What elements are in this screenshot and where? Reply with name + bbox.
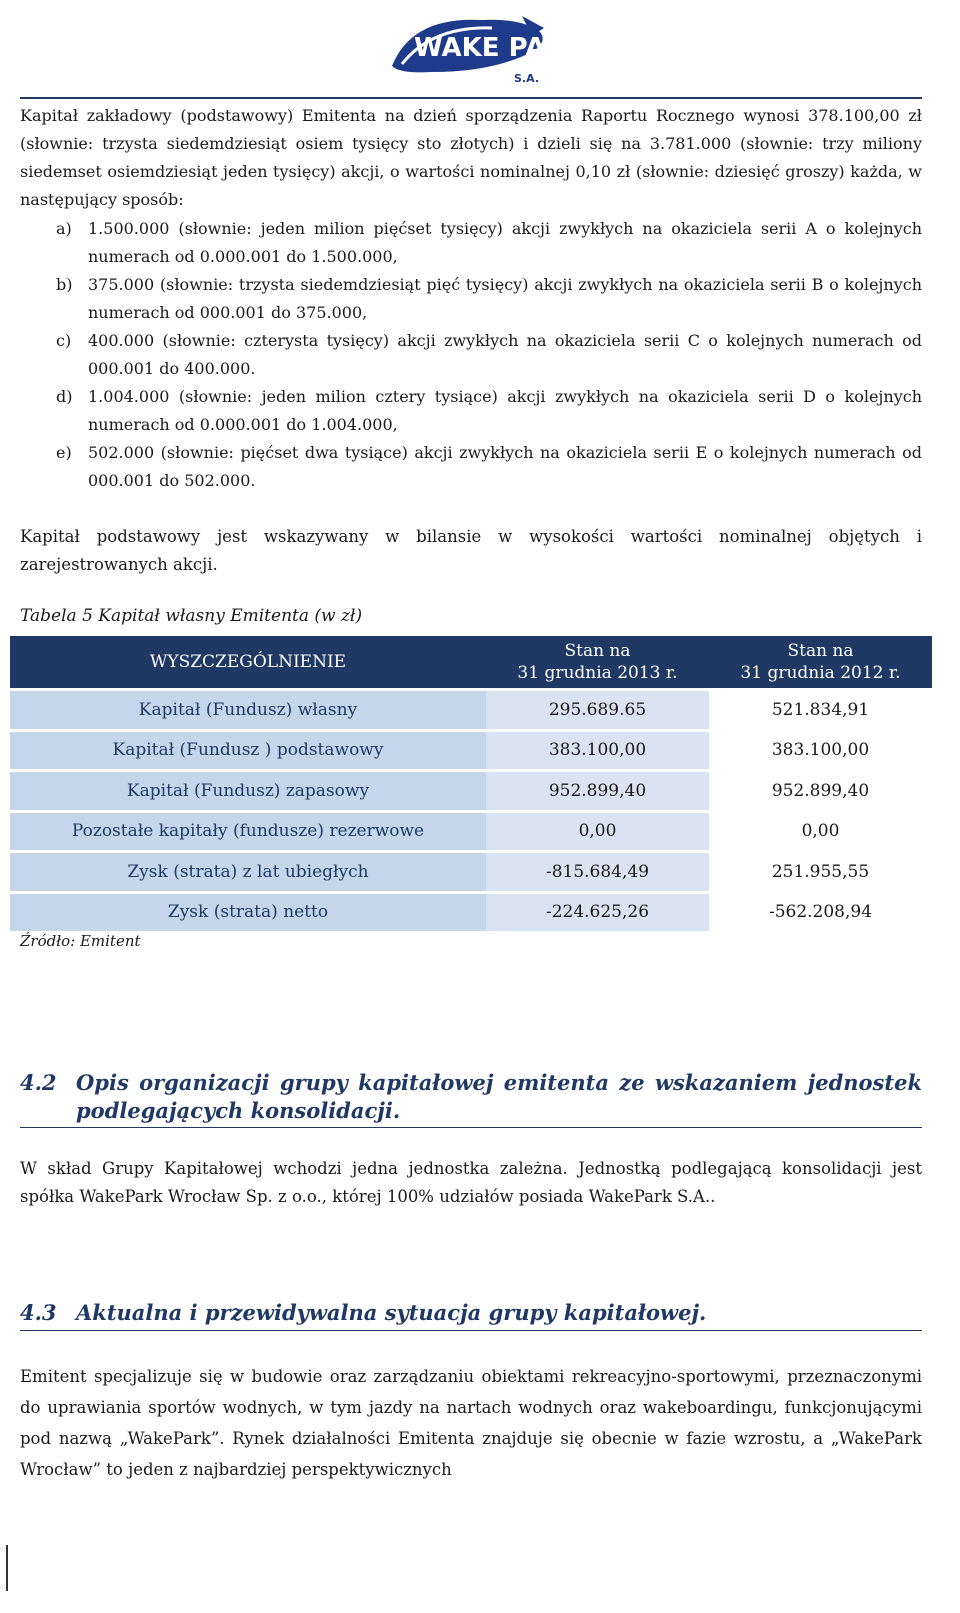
- logo-text: WAKE PARK: [414, 33, 586, 63]
- header-2013: [486, 636, 709, 688]
- table-cell-v2012: -562.208,94: [709, 891, 932, 932]
- table-cell-label: Pozostałe kapitały (fundusze) rezerwowe: [10, 810, 486, 851]
- table-cell-v2013: 295.689.65: [486, 688, 709, 729]
- logo-sub: S.A.: [514, 72, 539, 85]
- list-item: [20, 439, 922, 495]
- list-item-text: 400.000 (słownie: czterysta tysięcy) akcji zwykłych na okaziciela serii C o kolejnych numerach od 000.001 do 400.000.: [88, 331, 922, 378]
- list-item-label: c): [56, 331, 72, 350]
- list-item: [20, 215, 922, 271]
- table-cell-v2013: 383.100,00: [486, 729, 709, 770]
- table-caption: Tabela 5 Kapitał własny Emitenta (w zł): [20, 606, 363, 626]
- table-cell-v2013: 952.899,40: [486, 769, 709, 810]
- table-cell-v2012: 0,00: [709, 810, 932, 851]
- list-item-label: a): [56, 219, 72, 238]
- table-row: [10, 810, 932, 851]
- table-header-row: [10, 636, 932, 688]
- list-item: [20, 271, 922, 327]
- margin-mark: [6, 1545, 8, 1591]
- list-item: [20, 383, 922, 439]
- header-rule: [20, 97, 922, 99]
- table-row: [10, 891, 932, 932]
- list-item-label: e): [56, 443, 72, 462]
- section-4-2-body: W skład Grupy Kapitałowej wchodzi jedna jednostka zależna. Jednostką podlegającą konsolidacji jest spółka WakePark Wrocław Sp. z o.o., której 100% udziałów posiada WakePark S.A..: [20, 1159, 922, 1206]
- section-4-2-heading: [20, 1069, 922, 1125]
- share-series-list: [20, 215, 922, 495]
- list-item-text: 1.500.000 (słownie: jeden milion pięćset tysięcy) akcji zwykłych na okaziciela serii A o kolejnych numerach od 0.000.001 do 1.500.000,: [88, 219, 922, 266]
- table-cell-v2013: -224.625,26: [486, 891, 709, 932]
- table-row: [10, 688, 932, 729]
- section-4-3-body: Emitent specjalizuje się w budowie oraz zarządzaniu obiektami rekreacyjno-sportowymi, przeznaczonymi do uprawiania sportów wodnych, w tym jazdy na nartach wodnych oraz wakeboardingu, funkcjonującymi pod nazwą „WakePark”. Rynek działalności Emitenta znajduje się obecnie w fazie wzrostu, a „WakePark Wrocław” to jeden z najbardziej perspektywicznych: [20, 1367, 922, 1479]
- section-4-2-number: 4.2: [20, 1070, 57, 1095]
- table-cell-label: Kapitał (Fundusz) zapasowy: [10, 769, 486, 810]
- table-cell-label: Zysk (strata) z lat ubiegłych: [10, 850, 486, 891]
- table-cell-label: Zysk (strata) netto: [10, 891, 486, 932]
- list-item-label: d): [56, 387, 73, 406]
- section-4-2-rule: [20, 1127, 922, 1128]
- section-4-2-title: Opis organizacji grupy kapitałowej emitenta ze wskazaniem jednostek podlegających konsolidacji.: [76, 1070, 922, 1123]
- table-cell-v2012: 521.834,91: [709, 688, 932, 729]
- section-4-3-number: 4.3: [20, 1300, 57, 1325]
- table-cell-v2013: -815.684,49: [486, 850, 709, 891]
- header-2013-line1: Stan na: [564, 641, 631, 661]
- header-label: WYSZCZEGÓLNIENIE: [10, 636, 486, 688]
- section-4-3-heading: [20, 1299, 922, 1327]
- company-logo: [372, 6, 586, 88]
- section-4-3-rule: [20, 1330, 922, 1331]
- list-item: [20, 327, 922, 383]
- table-cell-v2012: 251.955,55: [709, 850, 932, 891]
- list-item-text: 375.000 (słownie: trzysta siedemdziesiąt pięć tysięcy) akcji zwykłych na okaziciela serii B o kolejnych numerach od 000.001 do 375.000,: [88, 275, 922, 322]
- table-source: Źródło: Emitent: [20, 932, 141, 950]
- table-cell-label: Kapitał (Fundusz ) podstawowy: [10, 729, 486, 770]
- table-cell-v2012: 383.100,00: [709, 729, 932, 770]
- header-2012-line1: Stan na: [787, 641, 854, 661]
- header-2012: [709, 636, 932, 688]
- intro-paragraph: Kapitał zakładowy (podstawowy) Emitenta na dzień sporządzenia Raportu Rocznego wynosi 378.100,00 zł (słownie: trzysta siedemdziesiąt osiem tysięcy sto złotych) i dzieli się na 3.781.000 (słownie: trzy miliony siedemset osiemdziesiąt jeden tysięcy) akcji, o wartości nominalnej 0,10 zł (słownie: dziesięć groszy) każda, w następujący sposób:: [20, 106, 922, 209]
- table-row: [10, 850, 932, 891]
- list-item-text: 1.004.000 (słownie: jeden milion cztery tysiące) akcji zwykłych na okaziciela serii D o kolejnych numerach od 0.000.001 do 1.004.000,: [88, 387, 922, 434]
- table-cell-v2013: 0,00: [486, 810, 709, 851]
- section-4-3-title: Aktualna i przewidywalna sytuacja grupy kapitałowej.: [76, 1300, 707, 1325]
- equity-table: [10, 636, 932, 931]
- list-item-label: b): [56, 275, 73, 294]
- header-2012-line2: 31 grudnia 2012 r.: [740, 663, 901, 683]
- table-row: [10, 729, 932, 770]
- table-cell-label: Kapitał (Fundusz) własny: [10, 688, 486, 729]
- header-2013-line2: 31 grudnia 2013 r.: [517, 663, 678, 683]
- table-cell-v2012: 952.899,40: [709, 769, 932, 810]
- table-row: [10, 769, 932, 810]
- capital-paragraph: Kapitał podstawowy jest wskazywany w bilansie w wysokości wartości nominalnej objętych i zarejestrowanych akcji.: [20, 527, 922, 574]
- list-item-text: 502.000 (słownie: pięćset dwa tysiące) akcji zwykłych na okaziciela serii E o kolejnych numerach od 000.001 do 502.000.: [88, 443, 922, 490]
